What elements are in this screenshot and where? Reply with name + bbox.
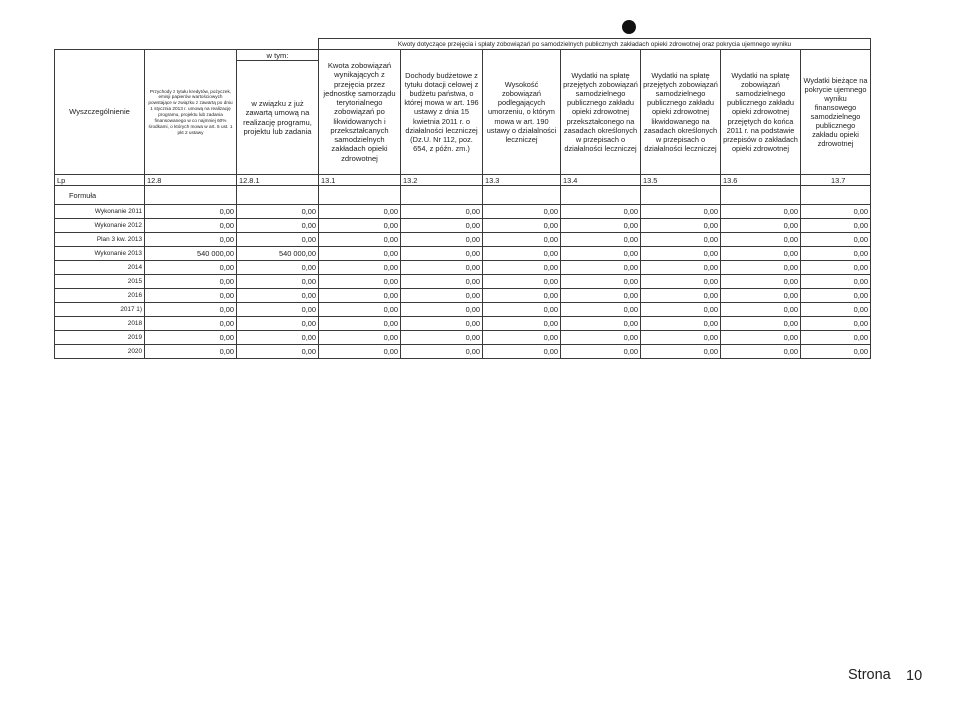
cell-value: 0,00 <box>641 303 721 317</box>
cell-value: 0,00 <box>319 247 401 261</box>
row-label: 2019 <box>55 331 145 345</box>
banner-title: Kwoty dotyczące przejęcia i spłaty zobowiązań po samodzielnych publicznych zakładach opieki zdrowotnej oraz pokrycia ujemnego wyniku <box>319 39 871 50</box>
cell-value: 0,00 <box>319 219 401 233</box>
cell-value: 0,00 <box>483 289 561 303</box>
cell-value: 0,00 <box>145 331 237 345</box>
cell-value: 0,00 <box>401 331 483 345</box>
cell-value: 0,00 <box>319 233 401 247</box>
cell-value: 0,00 <box>319 317 401 331</box>
cell-value: 0,00 <box>641 261 721 275</box>
cell-value: 0,00 <box>641 205 721 219</box>
lp-row <box>55 175 871 186</box>
cell-value: 0,00 <box>319 331 401 345</box>
cell-value: 0,00 <box>483 233 561 247</box>
header-col-13-4: Wydatki na spłatę przejętych zobowiązań samodzielnego publicznego zakładu opieki zdrowotnej przekształconego na zasadach określonych w przepisach o działalności leczniczej <box>561 50 641 175</box>
cell-value: 0,00 <box>801 303 871 317</box>
cell-value: 0,00 <box>641 233 721 247</box>
cell-value: 0,00 <box>721 289 801 303</box>
lp-col-12-8: 12.8 <box>145 175 237 186</box>
cell-value: 0,00 <box>721 275 801 289</box>
row-label: 2020 <box>55 345 145 359</box>
cell-value: 0,00 <box>483 219 561 233</box>
cell-value: 0,00 <box>483 345 561 359</box>
header-col-12-8-1: w związku z już zawartą umową na realizację programu, projektu lub zadania <box>237 61 319 175</box>
cell-value: 0,00 <box>561 275 641 289</box>
cell-value: 0,00 <box>401 275 483 289</box>
cell-value: 0,00 <box>721 205 801 219</box>
cell-value: 0,00 <box>483 275 561 289</box>
lp-label: Lp <box>55 175 145 186</box>
cell-value: 0,00 <box>145 219 237 233</box>
cell-value: 0,00 <box>237 345 319 359</box>
cell-value: 0,00 <box>319 275 401 289</box>
cell-value: 0,00 <box>237 261 319 275</box>
cell-value: 0,00 <box>561 345 641 359</box>
cell-value: 0,00 <box>483 261 561 275</box>
cell-value: 0,00 <box>401 317 483 331</box>
cell-value: 0,00 <box>237 233 319 247</box>
page-label: Strona <box>848 667 891 683</box>
cell-value: 0,00 <box>801 275 871 289</box>
cell-value: 0,00 <box>561 233 641 247</box>
header-col-13-2: Dochody budżetowe z tytułu dotacji celowej z budżetu państwa, o której mowa w art. 196 ustawy z dnia 15 kwietnia 2011 r. o działalności leczniczej (Dz.U. Nr 112, poz. 654, z późn. zm.) <box>401 50 483 175</box>
table-row <box>55 275 871 289</box>
cell-value: 0,00 <box>145 345 237 359</box>
cell-value: 0,00 <box>561 219 641 233</box>
cell-value: 0,00 <box>401 289 483 303</box>
cell-value: 0,00 <box>641 219 721 233</box>
row-label: 2018 <box>55 317 145 331</box>
lp-col-13-2: 13.2 <box>401 175 483 186</box>
row-label: Wykonanie 2013 <box>55 247 145 261</box>
row-label: Plan 3 kw. 2013 <box>55 233 145 247</box>
cell-value: 0,00 <box>483 303 561 317</box>
table-row <box>55 303 871 317</box>
lp-col-13-7: 13.7 <box>801 175 871 186</box>
table-row <box>55 233 871 247</box>
cell-value: 0,00 <box>721 331 801 345</box>
table-row <box>55 247 871 261</box>
formula-label: Formuła <box>55 186 145 205</box>
cell-value: 0,00 <box>237 317 319 331</box>
table-row <box>55 331 871 345</box>
header-w-tym: w tym: <box>237 50 319 61</box>
cell-value: 0,00 <box>721 303 801 317</box>
cell-value: 0,00 <box>641 275 721 289</box>
lp-col-13-4: 13.4 <box>561 175 641 186</box>
table-row <box>55 205 871 219</box>
lp-col-13-1: 13.1 <box>319 175 401 186</box>
cell-value: 0,00 <box>561 331 641 345</box>
cell-value: 0,00 <box>401 205 483 219</box>
cell-value: 0,00 <box>721 247 801 261</box>
cell-value: 0,00 <box>401 233 483 247</box>
cell-value: 0,00 <box>483 331 561 345</box>
cell-value: 0,00 <box>483 205 561 219</box>
cell-value: 0,00 <box>319 303 401 317</box>
row-label: Wykonanie 2011 <box>55 205 145 219</box>
row-label: 2014 <box>55 261 145 275</box>
header-col-13-7: Wydatki bieżące na pokrycie ujemnego wyniku finansowego samodzielnego publicznego zakładu opieki zdrowotnej <box>801 50 871 175</box>
scan-mark <box>622 20 636 34</box>
header-col-13-3: Wysokość zobowiązań podlegających umorzeniu, o którym mowa w art. 190 ustawy o działalności leczniczej <box>483 50 561 175</box>
cell-value: 0,00 <box>319 261 401 275</box>
cell-value: 0,00 <box>801 247 871 261</box>
cell-value: 0,00 <box>721 233 801 247</box>
cell-value: 0,00 <box>237 331 319 345</box>
cell-value: 0,00 <box>401 345 483 359</box>
cell-value: 0,00 <box>561 261 641 275</box>
cell-value: 0,00 <box>145 289 237 303</box>
cell-value: 0,00 <box>641 247 721 261</box>
cell-value: 0,00 <box>483 247 561 261</box>
banner-row <box>55 39 871 50</box>
cell-value: 0,00 <box>721 261 801 275</box>
financial-table <box>54 38 871 359</box>
header-col-13-5: Wydatki na spłatę przejętych zobowiązań samodzielnego publicznego zakładu opieki zdrowotnej likwidowanego na zasadach określonych w przepisach o działalności leczniczej <box>641 50 721 175</box>
cell-value: 0,00 <box>145 275 237 289</box>
cell-value: 0,00 <box>801 331 871 345</box>
cell-value: 0,00 <box>561 303 641 317</box>
cell-value: 0,00 <box>237 205 319 219</box>
cell-value: 0,00 <box>561 247 641 261</box>
lp-col-13-6: 13.6 <box>721 175 801 186</box>
cell-value: 0,00 <box>237 303 319 317</box>
row-label: Wykonanie 2012 <box>55 219 145 233</box>
table-row <box>55 289 871 303</box>
table-row <box>55 219 871 233</box>
lp-col-13-3: 13.3 <box>483 175 561 186</box>
cell-value: 0,00 <box>721 317 801 331</box>
cell-value: 0,00 <box>145 233 237 247</box>
lp-col-12-8-1: 12.8.1 <box>237 175 319 186</box>
cell-value: 0,00 <box>237 275 319 289</box>
cell-value: 0,00 <box>721 345 801 359</box>
cell-value: 0,00 <box>561 205 641 219</box>
cell-value: 0,00 <box>401 303 483 317</box>
cell-value: 0,00 <box>561 289 641 303</box>
cell-value: 0,00 <box>801 261 871 275</box>
cell-value: 0,00 <box>801 205 871 219</box>
header-row-label: Wyszczególnienie <box>55 50 145 175</box>
cell-value: 0,00 <box>401 261 483 275</box>
cell-value: 0,00 <box>401 219 483 233</box>
table-row <box>55 261 871 275</box>
cell-value: 0,00 <box>237 289 319 303</box>
page-number: 10 <box>906 668 923 684</box>
table-row <box>55 345 871 359</box>
cell-value: 0,00 <box>801 317 871 331</box>
row-label: 2017 1) <box>55 303 145 317</box>
cell-value: 0,00 <box>801 289 871 303</box>
cell-value: 0,00 <box>145 303 237 317</box>
cell-value: 0,00 <box>641 289 721 303</box>
cell-value: 0,00 <box>641 345 721 359</box>
cell-value: 540 000,00 <box>145 247 237 261</box>
cell-value: 0,00 <box>801 219 871 233</box>
header-col-13-1: Kwota zobowiązań wynikających z przejęcia przez jednostkę samorządu terytorialnego zobowiązań po likwidowanych i przekształcanych samodzielnych zakładach opieki zdrowotnej <box>319 50 401 175</box>
cell-value: 0,00 <box>561 317 641 331</box>
cell-value: 0,00 <box>641 317 721 331</box>
cell-value: 0,00 <box>721 219 801 233</box>
cell-value: 0,00 <box>319 289 401 303</box>
cell-value: 540 000,00 <box>237 247 319 261</box>
cell-value: 0,00 <box>145 261 237 275</box>
cell-value: 0,00 <box>801 345 871 359</box>
lp-col-13-5: 13.5 <box>641 175 721 186</box>
header-row-top <box>55 50 871 61</box>
cell-value: 0,00 <box>319 345 401 359</box>
cell-value: 0,00 <box>483 317 561 331</box>
table-row <box>55 317 871 331</box>
cell-value: 0,00 <box>145 317 237 331</box>
cell-value: 0,00 <box>319 205 401 219</box>
header-col-12-8: Przychody z tytułu kredytów, pożyczek, emisji papierów wartościowych powstające w związku z zawartą po dniu 1 stycznia 2013 r. umową na realizację programu, projektu lub zadania finansowanego w co najmniej 60% środkami, o których mowa w art. 5 ust. 1 pkt 2 ustawy <box>145 50 237 175</box>
cell-value: 0,00 <box>401 247 483 261</box>
formula-row <box>55 186 871 205</box>
row-label: 2016 <box>55 289 145 303</box>
row-label: 2015 <box>55 275 145 289</box>
cell-value: 0,00 <box>641 331 721 345</box>
header-col-13-6: Wydatki na spłatę zobowiązań samodzielnego publicznego zakładu opieki zdrowotnej przejętych do końca 2011 r. na podstawie przepisów o zakładach opieki zdrowotnej <box>721 50 801 175</box>
cell-value: 0,00 <box>145 205 237 219</box>
cell-value: 0,00 <box>801 233 871 247</box>
cell-value: 0,00 <box>237 219 319 233</box>
